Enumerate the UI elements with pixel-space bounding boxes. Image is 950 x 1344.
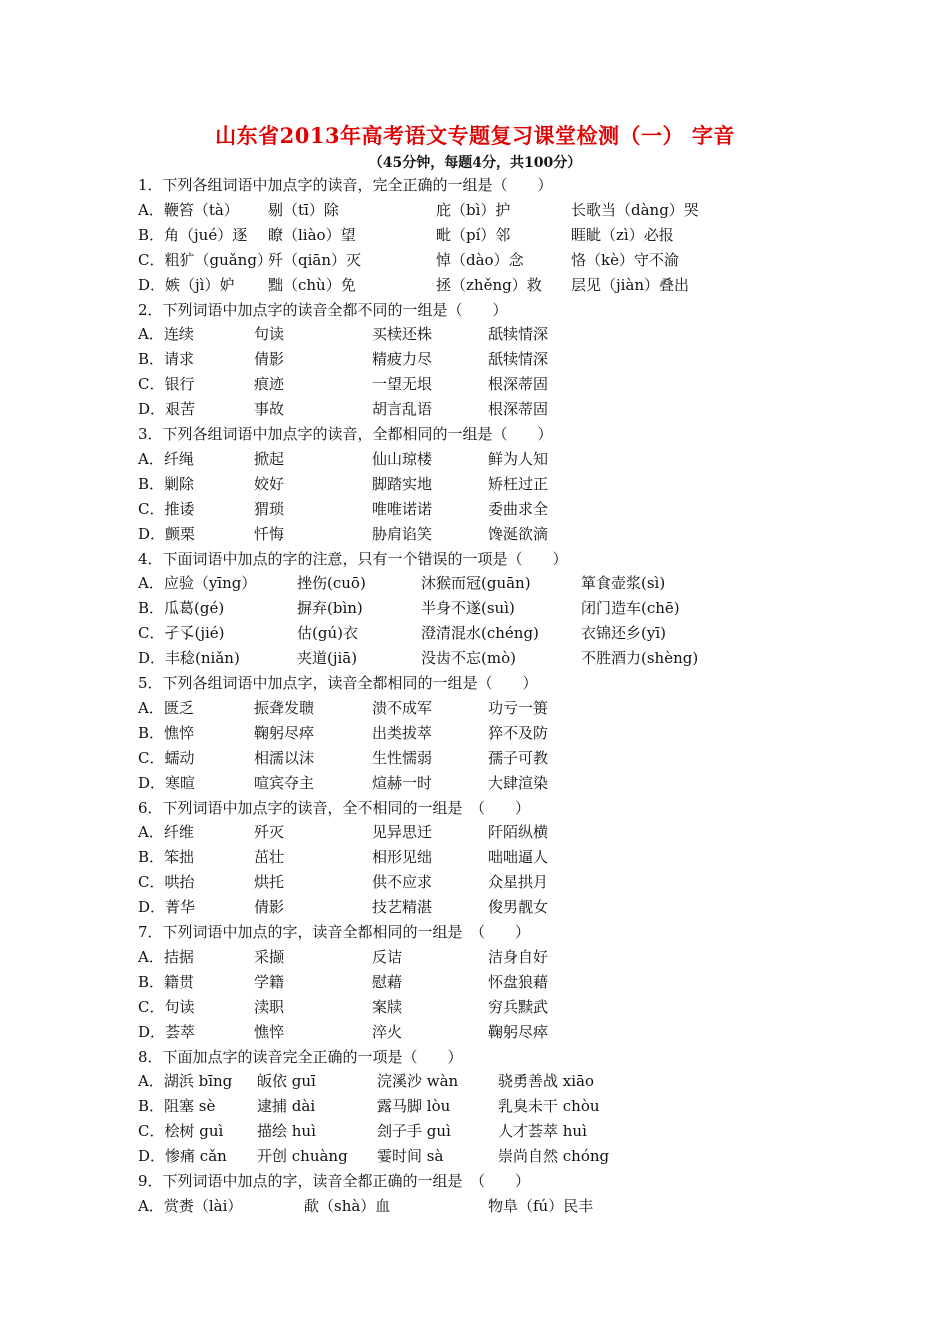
option-word: 矫枉过正 xyxy=(488,474,549,493)
option-row xyxy=(0,845,950,869)
option-word: 歼灭 xyxy=(254,823,285,842)
option-word: 乳臭未干 chòu xyxy=(498,1097,600,1116)
option-row xyxy=(0,1069,950,1093)
option-word: 挫伤(cuō) xyxy=(297,574,366,593)
option-label-word: C．推诿 xyxy=(138,499,195,518)
option-row xyxy=(0,870,950,894)
option-word: 歃（shà）血 xyxy=(304,1196,391,1215)
option-word: 鞠躬尽瘁 xyxy=(254,723,315,742)
option-row xyxy=(0,1194,950,1218)
option-word: 悼（dào）念 xyxy=(436,250,524,269)
option-label-word: C．句读 xyxy=(138,997,195,1016)
option-word: 歼（qiān）灭 xyxy=(268,250,362,269)
option-word: 鲜为人知 xyxy=(488,449,549,468)
option-row xyxy=(0,497,950,521)
option-row xyxy=(0,447,950,471)
option-label-word: C．桧树 guì xyxy=(138,1122,224,1141)
option-label-word: B．剿除 xyxy=(138,474,195,493)
option-row xyxy=(0,1094,950,1118)
option-label-word: B．瓜葛(gé) xyxy=(138,599,225,618)
option-word: 拯（zhěng）救 xyxy=(436,275,542,294)
option-row xyxy=(0,995,950,1019)
option-label-word: A．纤维 xyxy=(138,823,194,842)
question-stem: 5．下列各组词语中加点字，读音全都相同的一组是（ ） xyxy=(138,674,538,692)
option-row xyxy=(0,248,950,272)
option-word: 闭门造车(chē) xyxy=(581,599,680,618)
option-word: 穷兵黩武 xyxy=(488,997,549,1016)
option-word: 浣溪沙 wàn xyxy=(377,1072,459,1091)
question-stem: 6．下列词语中加点字的读音，全不相同的一组是 （ ） xyxy=(138,798,531,817)
option-word: 物阜（fú）民丰 xyxy=(488,1196,594,1215)
option-word: 皈依 guī xyxy=(257,1072,316,1091)
option-word: 毗（pí）邻 xyxy=(436,225,511,244)
option-row xyxy=(0,945,950,969)
option-word: 描绘 huì xyxy=(257,1122,316,1141)
option-label-word: D．惨痛 cǎn xyxy=(138,1147,227,1166)
option-word: 崇尚自然 chóng xyxy=(498,1147,610,1166)
option-word: 舐犊情深 xyxy=(488,325,549,344)
option-row xyxy=(0,223,950,247)
option-word: 澄清混水(chéng) xyxy=(421,624,539,643)
option-word: 功亏一篑 xyxy=(488,698,549,717)
option-word: 露马脚 lòu xyxy=(377,1097,451,1116)
option-word: 学籍 xyxy=(254,972,285,991)
option-word: 句读 xyxy=(254,325,285,344)
option-word: 黜（chù）免 xyxy=(268,275,356,294)
option-row xyxy=(0,571,950,595)
option-word: 夹道(jiā) xyxy=(297,649,358,668)
option-word: 孺子可教 xyxy=(488,748,549,767)
option-row xyxy=(0,273,950,297)
option-word: 掀起 xyxy=(254,449,285,468)
option-row xyxy=(0,721,950,745)
option-word: 衣锦还乡(yī) xyxy=(581,624,666,643)
option-word: 没齿不忘(mò) xyxy=(421,649,516,668)
option-word: 剔（tī）除 xyxy=(268,200,339,219)
option-row xyxy=(0,771,950,795)
option-word: 一望无垠 xyxy=(372,375,433,394)
option-word: 振聋发聩 xyxy=(254,698,315,717)
option-word: 采撷 xyxy=(254,947,285,966)
option-word: 人才荟萃 huì xyxy=(498,1122,587,1141)
option-word: 层见（jiàn）叠出 xyxy=(571,275,690,294)
option-word: 忏悔 xyxy=(254,524,285,543)
option-label-word: B．憔悴 xyxy=(138,723,195,742)
option-row xyxy=(0,1144,950,1168)
option-word: 溃不成军 xyxy=(372,698,433,717)
option-word: 刽子手 guì xyxy=(377,1122,451,1141)
option-word: 唯唯诺诺 xyxy=(372,499,433,518)
option-row xyxy=(0,820,950,844)
question-stem: 2．下列词语中加点字的读音全都不同的一组是（ ） xyxy=(138,300,508,319)
question-stem: 4．下面词语中加点的字的注意，只有一个错误的一项是（ ） xyxy=(138,549,568,568)
option-row xyxy=(0,198,950,222)
option-row xyxy=(0,596,950,620)
option-label-word: D．菁华 xyxy=(138,898,196,917)
option-word: 供不应求 xyxy=(372,873,433,892)
option-label-word: D．寒暄 xyxy=(138,773,196,792)
option-label-word: C．哄抬 xyxy=(138,873,195,892)
option-word: 姣好 xyxy=(254,474,285,493)
option-row xyxy=(0,1020,950,1044)
option-word: 委曲求全 xyxy=(488,499,549,518)
option-word: 精疲力尽 xyxy=(372,350,433,369)
option-label-word: C．孑孓(jié) xyxy=(138,624,225,643)
option-label-word: B．阻塞 sè xyxy=(138,1097,216,1116)
option-word: 根深蒂固 xyxy=(488,400,549,419)
option-word: 箪食壶浆(sì) xyxy=(581,574,666,593)
option-row xyxy=(0,895,950,919)
option-word: 慰藉 xyxy=(372,972,403,991)
option-word: 案牍 xyxy=(372,997,403,1016)
option-word: 骁勇善战 xiāo xyxy=(498,1072,594,1091)
option-word: 睚眦（zì）必报 xyxy=(571,225,674,244)
option-label-word: C．蠕动 xyxy=(138,748,195,767)
option-label-word: A．匮乏 xyxy=(138,698,194,717)
option-label-word: A．赏赉（lài） xyxy=(138,1196,243,1215)
option-word: 倩影 xyxy=(254,350,285,369)
option-word: 胡言乱语 xyxy=(372,400,433,419)
option-word: 反诘 xyxy=(372,947,403,966)
option-label-word: D．丰稔(niǎn) xyxy=(138,649,240,668)
option-word: 出类拔萃 xyxy=(372,723,433,742)
option-label-word: A．鞭笞（tà） xyxy=(138,200,239,219)
option-word: 怀盘狼藉 xyxy=(488,972,549,991)
option-word: 长歌当（dàng）哭 xyxy=(571,200,699,219)
option-label-word: A．应验（yīng） xyxy=(138,574,257,593)
option-word: 鞠躬尽瘁 xyxy=(488,1022,549,1041)
option-word: 生性懦弱 xyxy=(372,748,433,767)
option-row xyxy=(0,372,950,396)
option-word: 馋涎欲滴 xyxy=(488,524,549,543)
question-stem: 3．下列各组词语中加点字的读音，全都相同的一组是（ ） xyxy=(138,425,553,443)
option-word: 痕迹 xyxy=(254,375,285,394)
option-word: 洁身自好 xyxy=(488,947,549,966)
option-label-word: C．银行 xyxy=(138,375,195,394)
option-word: 庇（bì）护 xyxy=(436,200,511,219)
option-word: 估(gú)衣 xyxy=(297,624,358,643)
option-word: 猬琐 xyxy=(254,499,285,518)
option-word: 俊男靓女 xyxy=(488,898,549,917)
option-word: 喧宾夺主 xyxy=(254,773,315,792)
option-word: 胁肩谄笑 xyxy=(372,524,433,543)
option-word: 买椟还株 xyxy=(372,325,433,344)
option-word: 相形见绌 xyxy=(372,848,433,867)
option-row xyxy=(0,1119,950,1143)
page-subtitle: （45分钟，每题4分，共100分） xyxy=(368,155,582,171)
option-label-word: B．笨拙 xyxy=(138,848,195,867)
option-word: 技艺精湛 xyxy=(372,898,433,917)
option-word: 瞭（liào）望 xyxy=(268,225,356,244)
option-row xyxy=(0,347,950,371)
option-word: 沐猴而冠(guān) xyxy=(421,574,531,593)
option-row xyxy=(0,696,950,720)
question-stem: 9．下列词语中加点的字，读音全都正确的一组是 （ ） xyxy=(138,1172,531,1190)
option-label-word: B．请求 xyxy=(138,350,195,369)
option-word: 开创 chuàng xyxy=(257,1147,348,1166)
option-row xyxy=(0,970,950,994)
option-label-word: A．湖浜 bīng xyxy=(138,1072,233,1091)
option-word: 仙山琼楼 xyxy=(372,449,433,468)
option-row xyxy=(0,322,950,346)
option-label-word: A．连续 xyxy=(138,325,194,344)
option-word: 相濡以沫 xyxy=(254,748,315,767)
option-label-word: D．艰苦 xyxy=(138,400,196,419)
option-word: 煊赫一时 xyxy=(372,773,433,792)
option-row xyxy=(0,646,950,670)
option-word: 淬火 xyxy=(372,1022,403,1041)
option-label-word: C．粗犷（guǎng） xyxy=(138,250,272,269)
option-row xyxy=(0,746,950,770)
option-word: 咄咄逼人 xyxy=(488,848,549,867)
option-word: 烘托 xyxy=(254,873,285,892)
option-word: 霎时间 sà xyxy=(377,1147,444,1166)
option-word: 事故 xyxy=(254,400,285,419)
option-label-word: A．拮据 xyxy=(138,947,194,966)
option-word: 恪（kè）守不渝 xyxy=(571,250,679,269)
option-row xyxy=(0,472,950,496)
option-label-word: D．嫉（jì）妒 xyxy=(138,275,235,294)
option-word: 众星拱月 xyxy=(488,873,549,892)
option-word: 根深蒂固 xyxy=(488,375,549,394)
option-word: 舐犊情深 xyxy=(488,350,549,369)
option-word: 脚踏实地 xyxy=(372,474,433,493)
question-stem: 7．下列词语中加点的字，读音全都相同的一组是 （ ） xyxy=(138,923,531,941)
question-stem: 1．下列各组词语中加点字的读音，完全正确的一组是（ ） xyxy=(138,176,553,194)
option-word: 逮捕 dài xyxy=(257,1097,316,1116)
option-word: 不胜酒力(shèng) xyxy=(581,649,699,668)
option-word: 半身不遂(suì) xyxy=(421,599,515,618)
option-word: 憔悴 xyxy=(254,1022,285,1041)
option-word: 阡陌纵横 xyxy=(488,823,549,842)
option-row xyxy=(0,522,950,546)
option-row xyxy=(0,397,950,421)
option-word: 茁壮 xyxy=(254,848,285,867)
option-word: 猝不及防 xyxy=(488,723,549,742)
option-word: 见异思迁 xyxy=(372,823,433,842)
option-word: 大肆渲染 xyxy=(488,773,549,792)
page-title: 山东省2013年高考语文专题复习课堂检测（一） 字音 xyxy=(215,123,735,148)
option-word: 倩影 xyxy=(254,898,285,917)
option-row xyxy=(0,621,950,645)
option-label-word: B．角（jué）逐 xyxy=(138,225,248,244)
option-word: 摒弃(bìn) xyxy=(297,599,363,618)
option-label-word: D．颤栗 xyxy=(138,524,196,543)
option-word: 渎职 xyxy=(254,997,285,1016)
question-stem: 8．下面加点字的读音完全正确的一项是（ ） xyxy=(138,1047,463,1066)
option-label-word: A．纤绳 xyxy=(138,449,194,468)
option-label-word: D．荟萃 xyxy=(138,1022,196,1041)
option-label-word: B．籍贯 xyxy=(138,972,195,991)
